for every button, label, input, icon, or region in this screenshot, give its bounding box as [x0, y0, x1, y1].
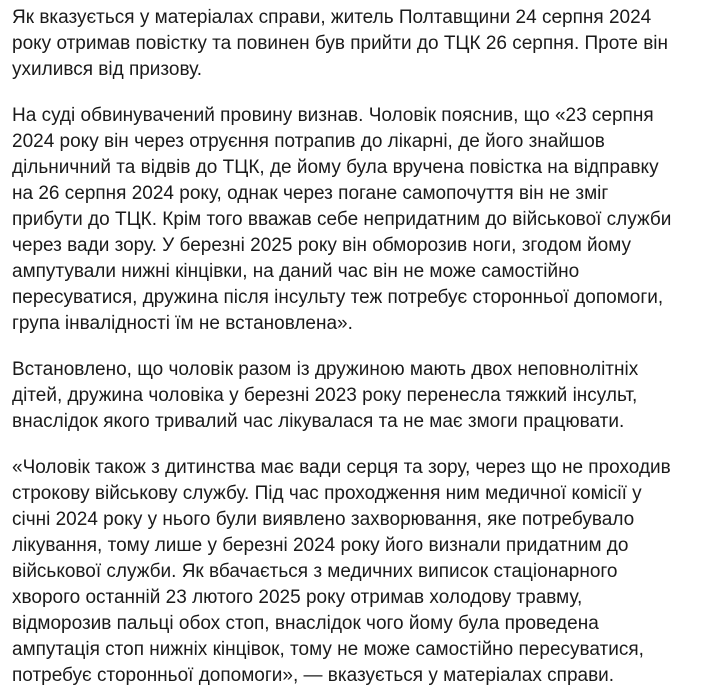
text-line: «Чоловік також з дитинства має вади серця та зору, через що не проходив	[12, 457, 671, 478]
paragraph-3	[12, 357, 716, 435]
paragraph-1	[12, 5, 716, 83]
text-line: На суді обвинувачений провину визнав. Чоловік пояснив, що «23 серпня	[12, 105, 654, 126]
text-line: потребує сторонньої допомоги», — вказується у матеріалах справи.	[12, 665, 615, 686]
text-line: пересуватися, дружина після інсульту теж потребує сторонньої допомоги,	[12, 287, 664, 308]
text-line: року отримав повістку та повинен був прийти до ТЦК 26 серпня. Проте він	[12, 33, 669, 54]
paragraph-4	[12, 455, 716, 689]
text-line: відморозив пальці обох стоп, внаслідок чого йому була проведена	[12, 613, 599, 634]
text-line: ампутація стоп нижніх кінцівок, тому не може самостійно пересуватися,	[12, 639, 644, 660]
text-line: ампутували нижні кінцівки, на даний час він не може самостійно	[12, 261, 580, 282]
text-line: Встановлено, що чоловік разом із дружиною мають двох неповнолітніх	[12, 359, 639, 380]
text-line: прибути до ТЦК. Крім того вважав себе непридатним до військової служби	[12, 209, 672, 230]
text-line: 2024 року він через отруєння потрапив до лікарні, де його знайшов	[12, 131, 605, 152]
text-line: Як вказується у матеріалах справи, житель Полтавщини 24 серпня 2024	[12, 7, 652, 28]
paragraph-2	[12, 103, 716, 337]
text-line: на 26 серпня 2024 року, однак через погане самопочуття він не зміг	[12, 183, 609, 204]
text-line: лікування, тому лише у березні 2024 року його визнали придатним до	[12, 535, 629, 556]
text-line: хворого останній 23 лютого 2025 року отримав холодову травму,	[12, 587, 583, 608]
text-line: дітей, дружина чоловіка у березні 2023 року перенесла тяжкий інсульт,	[12, 385, 638, 406]
text-line: дільничний та відвів до ТЦК, де йому була вручена повістка на відправку	[12, 157, 659, 178]
text-line: через вади зору. У березні 2025 року він обморозив ноги, згодом йому	[12, 235, 632, 256]
text-line: ухилився від призову.	[12, 59, 203, 80]
text-line: група інвалідності їм не встановлена».	[12, 313, 353, 334]
text-line: січні 2024 року у нього були виявлено захворювання, яке потребувало	[12, 509, 635, 530]
text-line: військової служби. Як вбачається з медичних виписок стаціонарного	[12, 561, 618, 582]
text-line: строкову військову службу. Під час проходження ним медичної комісії у	[12, 483, 642, 504]
text-line: внаслідок якого тривалий час лікувалася та не має змоги працювати.	[12, 411, 625, 432]
